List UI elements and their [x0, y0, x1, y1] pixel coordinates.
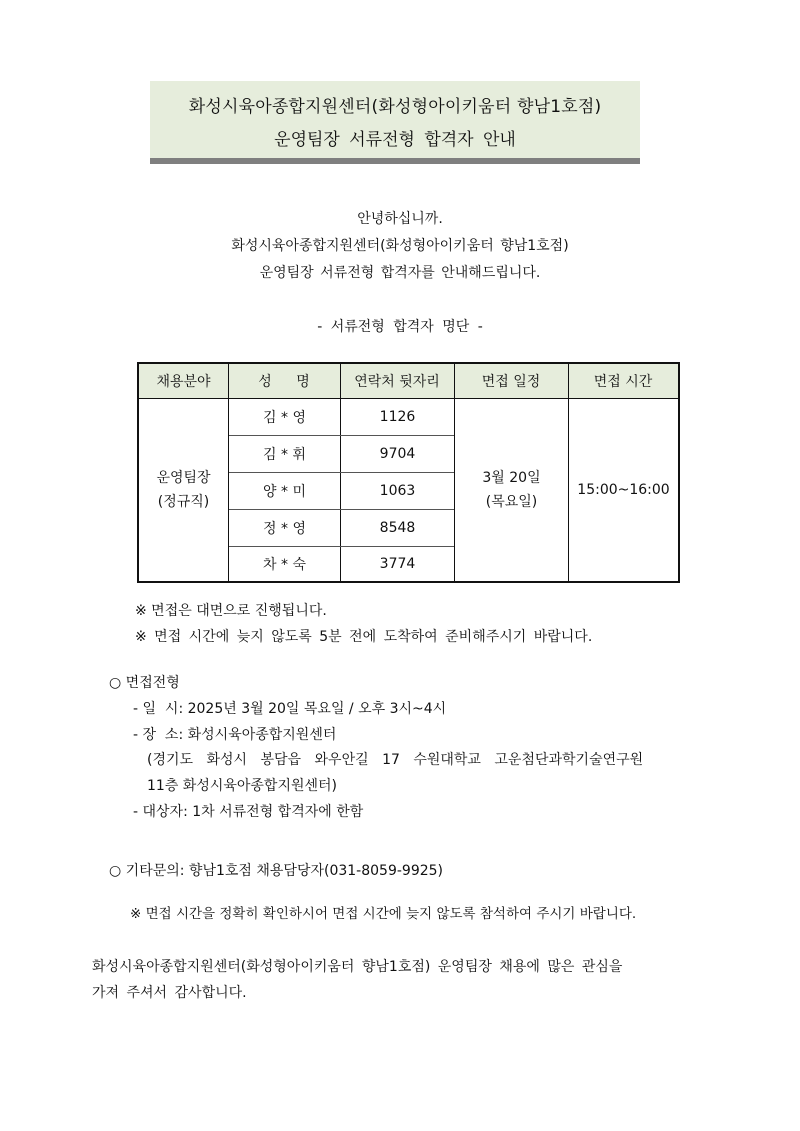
interview-address: (경기도 화성시 봉담읍 와우안길 17 수원대학교 고운첨단과학기술연구원	[147, 752, 644, 768]
interview-date-cell	[455, 399, 568, 581]
closing-line2: 가져 주셔서 감사합니다.	[92, 985, 247, 1001]
interview-time: 15:00~16:00	[577, 482, 670, 498]
list-title: - 서류전형 합격자 명단 -	[317, 319, 483, 335]
applicant-phone: 1063	[379, 483, 416, 499]
title-banner	[150, 81, 640, 164]
contact-note: ※ 면접 시간을 정확히 확인하시어 면접 시간에 늦지 않도록 참석하여 주시기 바랍니다.	[130, 906, 637, 922]
interview-place: - 장 소: 화성시육아종합지원센터	[133, 727, 337, 743]
header-field: 채용분야	[139, 364, 228, 398]
header-interview-time: 면접 시간	[568, 364, 678, 398]
header-interview-date: 면접 일정	[454, 364, 568, 398]
intro-line-center: 화성시육아종합지원센터(화성형아이키움터 향남1호점)	[231, 238, 569, 254]
applicant-phone: 9704	[379, 446, 416, 462]
intro-line-notice: 운영팀장 서류전형 합격자를 안내해드립니다.	[259, 265, 541, 281]
document-subtitle: 운영팀장 서류전형 합격자 안내	[274, 130, 516, 150]
note-arrive-early: ※ 면접 시간에 늦지 않도록 5분 전에 도착하여 준비해주시기 바랍니다.	[135, 629, 593, 645]
header-phone: 연락처 뒷자리	[340, 364, 454, 398]
interview-heading: ○ 면접전형	[109, 675, 180, 691]
applicant-phone: 1126	[379, 409, 416, 425]
applicant-name: 김 * 휘	[263, 447, 306, 463]
applicant-name: 양 * 미	[263, 484, 306, 500]
interview-datetime: - 일 시: 2025년 3월 20일 목요일 / 오후 3시~4시	[133, 701, 447, 717]
header-name: 성 명	[228, 364, 340, 398]
applicant-name: 김 * 영	[263, 410, 306, 426]
interview-address-floor: 11층 화성시육아종합지원센터)	[147, 778, 338, 794]
interview-weekday: (목요일)	[485, 494, 538, 510]
closing-line1: 화성시육아종합지원센터(화성형아이키움터 향남1호점) 운영팀장 채용에 많은 관심을	[92, 959, 623, 975]
greeting: 안녕하십니까.	[357, 211, 443, 227]
applicants-table	[137, 362, 680, 583]
contact-info: ○ 기타문의: 향남1호점 채용담당자(031-8059-9925)	[109, 863, 444, 879]
document-title: 화성시육아종합지원센터(화성형아이키움터 향남1호점)	[188, 97, 602, 117]
field-cell	[139, 399, 228, 581]
interview-target: - 대상자: 1차 서류전형 합격자에 한함	[133, 804, 364, 820]
applicant-phone: 8548	[379, 520, 416, 536]
field-type: (정규직)	[157, 494, 210, 510]
field-title: 운영팀장	[156, 470, 211, 486]
note-face-to-face: ※ 면접은 대면으로 진행됩니다.	[135, 603, 327, 619]
applicant-phone: 3774	[379, 556, 416, 572]
applicant-name: 정 * 영	[263, 521, 306, 537]
applicant-name: 차 * 숙	[263, 557, 306, 573]
interview-date: 3월 20일	[482, 470, 541, 486]
